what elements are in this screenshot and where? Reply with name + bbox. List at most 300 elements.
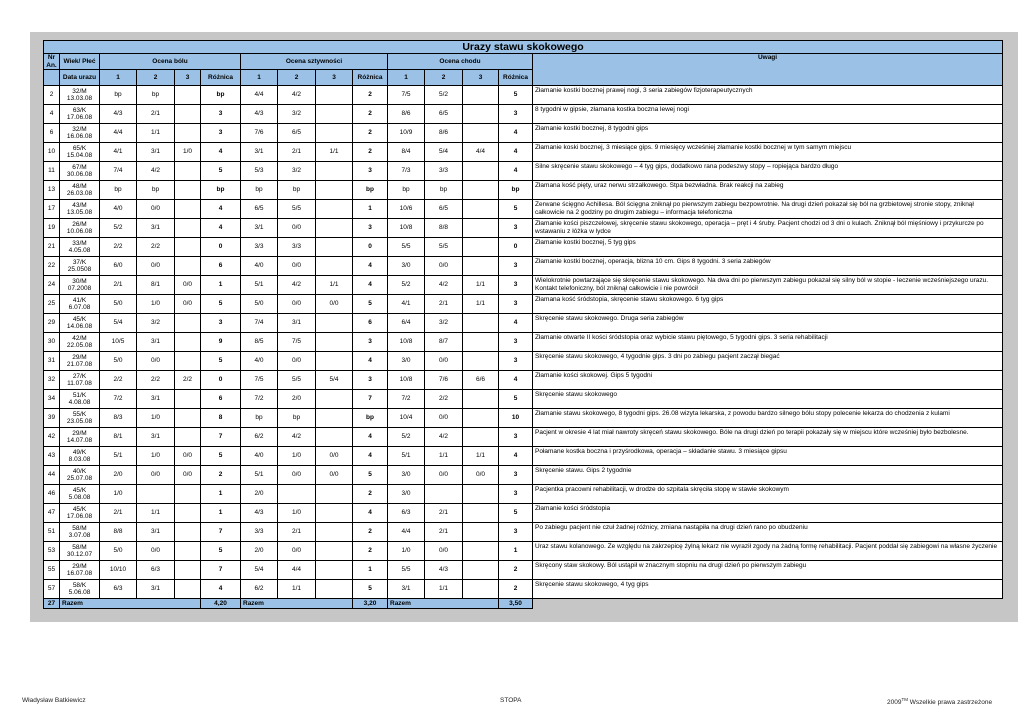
cell-pain-1: bp: [100, 86, 137, 105]
cell-gait-diff: 3: [499, 352, 533, 371]
cell-stiffness-1: 3/1: [241, 143, 278, 162]
cell-gait-3: [463, 219, 499, 238]
cell-gait-2: 2/1: [425, 523, 463, 542]
cell-stiffness-1: 7/4: [241, 314, 278, 333]
table-row: [44, 314, 1003, 333]
cell-row-number: 31: [44, 352, 60, 371]
cell-notes: Złamanie stawu skokowego, 8 tygodni gips. 26.08 wizyta lekarska, z powodu bardzo silnego bólu stopy polecenie lekarza do chodzenia z kulami: [533, 409, 1003, 428]
cell-stiffness-2: bp: [278, 181, 316, 200]
cell-notes: Skręcenie stawu skokowego: [533, 390, 1003, 409]
cell-gait-1: 5/1: [388, 447, 425, 466]
cell-age-sex: [60, 447, 100, 466]
cell-pain-2: 0/0: [137, 352, 175, 371]
header-gait-1: 1: [388, 70, 425, 86]
cell-stiffness-2: 7/5: [278, 333, 316, 352]
cell-gait-1: 10/6: [388, 200, 425, 219]
cell-stiffness-diff: 5: [353, 580, 388, 599]
cell-pain-3: [175, 523, 201, 542]
cell-stiffness-3: [316, 86, 353, 105]
cell-stiffness-2: 4/2: [278, 428, 316, 447]
cell-gait-diff: 5: [499, 200, 533, 219]
cell-pain-1: 8/1: [100, 428, 137, 447]
cell-pain-2: 1/0: [137, 295, 175, 314]
cell-gait-3: [463, 390, 499, 409]
cell-pain-2: 3/1: [137, 143, 175, 162]
cell-stiffness-2: 1/0: [278, 504, 316, 523]
cell-pain-2: 2/2: [137, 371, 175, 390]
cell-gait-3: 6/6: [463, 371, 499, 390]
cell-gait-2: 4/2: [425, 428, 463, 447]
cell-pain-2: 4/2: [137, 162, 175, 181]
cell-pain-3: [175, 428, 201, 447]
header-gait-diff: Różnica: [499, 70, 533, 86]
cell-age-sex-value: 45/K: [72, 505, 87, 513]
cell-notes: Wielokrotnie powtarzające się skręcenie stawu skokowego. Na dwa dni po pierwszym zabiegu pokazał się silny ból w stopie - leczenie wcześniejszego urazu. Kontakt telefoniczny, ból zniknął całkowicie i nie powrócił: [533, 276, 1003, 295]
cell-pain-diff: 6: [201, 257, 241, 276]
cell-gait-diff: 3: [499, 466, 533, 485]
cell-gait-1: 8/4: [388, 143, 425, 162]
cell-stiffness-3: [316, 200, 353, 219]
cell-stiffness-2: bp: [278, 409, 316, 428]
cell-age-sex-value: 42/M: [72, 334, 87, 342]
cell-pain-3: [175, 124, 201, 143]
cell-age-sex: [60, 143, 100, 162]
cell-stiffness-1: 5/0: [241, 295, 278, 314]
cell-stiffness-diff: 0: [353, 238, 388, 257]
cell-stiffness-diff: 3: [353, 333, 388, 352]
cell-age-sex: [60, 200, 100, 219]
header-nr: Nr An.: [44, 54, 60, 70]
cell-gait-3: 1/1: [463, 447, 499, 466]
cell-age-sex: [60, 542, 100, 561]
cell-notes: Złamanie kości piszczelowej, skręcenie stawu skokowego, operacja – pręt i 4 śruby. Pacjent chodzi od 3 dni o kulach. Zniknął ból mięśniowy i przykurcze po wstawaniu z łóżka w lydce: [533, 219, 1003, 238]
cell-notes: Złamanie kostki bocznej, operacja, blizna 10 cm. Gips 8 tygodni. 3 seria zabiegów: [533, 257, 1003, 276]
cell-row-number: 32: [44, 371, 60, 390]
cell-pain-2: 2/2: [137, 238, 175, 257]
cell-stiffness-1: 4/0: [241, 447, 278, 466]
cell-gait-3: [463, 580, 499, 599]
cell-age-sex-value: 58/M: [72, 543, 87, 551]
cell-pain-3: [175, 485, 201, 504]
cell-gait-diff: 5: [499, 86, 533, 105]
cell-stiffness-1: 4/0: [241, 257, 278, 276]
cell-row-number: 24: [44, 276, 60, 295]
cell-gait-diff: 3: [499, 333, 533, 352]
cell-notes: Złamanie otwarte II kości śródstopia oraz wybicie stawu piętowego, 5 tygodni gips. 3 seria rehabilitacji: [533, 333, 1003, 352]
cell-stiffness-2: 2/1: [278, 523, 316, 542]
cell-pain-2: bp: [137, 181, 175, 200]
cell-pain-diff: 6: [201, 390, 241, 409]
total-pain: 4,20: [201, 599, 241, 609]
cell-row-number: 6: [44, 124, 60, 143]
cell-pain-2: 3/1: [137, 580, 175, 599]
table-row: [44, 428, 1003, 447]
cell-stiffness-2: 0/0: [278, 219, 316, 238]
cell-stiffness-3: [316, 428, 353, 447]
cell-stiffness-2: 0/0: [278, 257, 316, 276]
cell-stiffness-3: 1/1: [316, 143, 353, 162]
cell-stiffness-3: [316, 105, 353, 124]
cell-age-sex-value: 58/K: [72, 581, 87, 589]
cell-injury-date: 15.04.08: [66, 152, 93, 159]
cell-age-sex-value: 32/M: [72, 125, 87, 133]
cell-injury-date: 13.05.08: [66, 209, 93, 216]
cell-age-sex-value: 45/K: [72, 315, 87, 323]
cell-gait-2: 3/2: [425, 314, 463, 333]
total-label-stiffness: Razem: [241, 599, 353, 609]
cell-injury-date: 8.03.08: [68, 456, 91, 463]
total-label-pain: Razem: [60, 599, 201, 609]
cell-stiffness-1: 6/2: [241, 580, 278, 599]
cell-age-sex: [60, 352, 100, 371]
cell-injury-date: 10.06.08: [66, 228, 93, 235]
cell-gait-1: 8/6: [388, 105, 425, 124]
cell-pain-1: 5/1: [100, 447, 137, 466]
cell-stiffness-1: 2/0: [241, 485, 278, 504]
cell-pain-diff: 8: [201, 409, 241, 428]
cell-pain-1: 5/2: [100, 219, 137, 238]
cell-stiffness-2: 0/0: [278, 295, 316, 314]
table-row: [44, 238, 1003, 257]
cell-pain-3: [175, 561, 201, 580]
cell-injury-date: 14.07.08: [66, 437, 93, 444]
cell-pain-1: 6/0: [100, 257, 137, 276]
cell-gait-2: 5/4: [425, 143, 463, 162]
cell-pain-3: [175, 105, 201, 124]
cell-pain-diff: 2: [201, 466, 241, 485]
cell-age-sex: [60, 466, 100, 485]
cell-pain-1: 2/2: [100, 371, 137, 390]
cell-age-sex: [60, 390, 100, 409]
cell-stiffness-diff: 1: [353, 200, 388, 219]
cell-gait-1: bp: [388, 181, 425, 200]
cell-row-number: 42: [44, 428, 60, 447]
cell-pain-1: 2/1: [100, 504, 137, 523]
cell-pain-diff: 5: [201, 542, 241, 561]
cell-gait-3: [463, 86, 499, 105]
cell-pain-3: 0/0: [175, 295, 201, 314]
cell-stiffness-3: [316, 485, 353, 504]
cell-gait-diff: 0: [499, 238, 533, 257]
cell-gait-1: 3/0: [388, 485, 425, 504]
cell-row-number: 51: [44, 523, 60, 542]
cell-stiffness-3: [316, 580, 353, 599]
cell-stiffness-diff: bp: [353, 181, 388, 200]
cell-stiffness-1: 4/0: [241, 352, 278, 371]
cell-pain-diff: 1: [201, 276, 241, 295]
cell-stiffness-3: [316, 390, 353, 409]
cell-stiffness-2: 1/0: [278, 447, 316, 466]
cell-stiffness-1: 5/4: [241, 561, 278, 580]
table-row: [44, 447, 1003, 466]
cell-age-sex-value: 67/M: [72, 163, 87, 171]
cell-gait-1: 10/4: [388, 409, 425, 428]
table-row: [44, 200, 1003, 219]
cell-gait-2: 0/0: [425, 409, 463, 428]
header-pain-1: 1: [100, 70, 137, 86]
total-count: 27: [44, 599, 60, 609]
cell-pain-1: 8/8: [100, 523, 137, 542]
cell-stiffness-diff: 2: [353, 124, 388, 143]
cell-row-number: 22: [44, 257, 60, 276]
cell-pain-1: 5/4: [100, 314, 137, 333]
cell-gait-diff: 4: [499, 162, 533, 181]
cell-stiffness-diff: bp: [353, 409, 388, 428]
cell-notes: Pacjent w okresie 4 lat miał nawroty skręceń stawu skokowego. Bóle na drugi dzień po terapii pokazały się w miejscu które wcześniej było bezbolesne.: [533, 428, 1003, 447]
cell-stiffness-2: 3/2: [278, 105, 316, 124]
cell-pain-1: 10/5: [100, 333, 137, 352]
cell-notes: Połamane kostka boczna i przyśrodkowa, operacja – składanie stawu. 3 miesiące gipsu: [533, 447, 1003, 466]
footer-copyright: [887, 697, 992, 706]
cell-notes: Złamanie kostki bocznej prawej nogi, 3 seria zabiegów fizjoterapeutycznych: [533, 86, 1003, 105]
cell-pain-1: bp: [100, 181, 137, 200]
cell-stiffness-diff: 5: [353, 295, 388, 314]
table-row: [44, 485, 1003, 504]
cell-row-number: 57: [44, 580, 60, 599]
cell-gait-3: [463, 105, 499, 124]
cell-age-sex-value: 63/K: [72, 106, 87, 114]
header-gait: Ocena chodu: [388, 54, 533, 70]
total-label-gait: Razem: [388, 599, 499, 609]
cell-pain-2: 1/0: [137, 409, 175, 428]
cell-age-sex: [60, 238, 100, 257]
cell-gait-2: 1/1: [425, 580, 463, 599]
cell-gait-2: 0/0: [425, 466, 463, 485]
cell-stiffness-3: [316, 409, 353, 428]
cell-gait-2: 0/0: [425, 542, 463, 561]
cell-notes: Skręcenie stawu skokowego, 4 tygodnie gips. 3 dni po zabiegu pacjent zaczął biegać: [533, 352, 1003, 371]
table-title: Urazy stawu skokowego: [44, 41, 1003, 54]
cell-stiffness-3: [316, 219, 353, 238]
cell-age-sex: [60, 276, 100, 295]
total-blank: [533, 599, 1003, 609]
table-row: [44, 162, 1003, 181]
cell-stiffness-1: 6/5: [241, 200, 278, 219]
cell-gait-1: 3/1: [388, 580, 425, 599]
cell-row-number: 53: [44, 542, 60, 561]
cell-stiffness-diff: 4: [353, 447, 388, 466]
cell-pain-1: 4/1: [100, 143, 137, 162]
cell-stiffness-3: [316, 523, 353, 542]
header-gait-2: 2: [425, 70, 463, 86]
cell-age-sex-value: 26/M: [72, 220, 87, 228]
cell-pain-2: 0/0: [137, 542, 175, 561]
cell-notes: Złamanie kostki bocznej, 5 tyg gips: [533, 238, 1003, 257]
cell-pain-3: 0/0: [175, 466, 201, 485]
cell-gait-1: 5/2: [388, 276, 425, 295]
table-row: [44, 143, 1003, 162]
cell-pain-diff: 4: [201, 580, 241, 599]
cell-stiffness-diff: 5: [353, 466, 388, 485]
cell-row-number: 29: [44, 314, 60, 333]
cell-injury-date: 4.08.08: [68, 399, 91, 406]
cell-age-sex-value: 58/M: [72, 524, 87, 532]
cell-gait-diff: 3: [499, 523, 533, 542]
header-stiff-2: 2: [278, 70, 316, 86]
cell-stiffness-diff: 4: [353, 504, 388, 523]
cell-injury-date: 5.06.08: [68, 589, 91, 596]
cell-pain-3: [175, 314, 201, 333]
header-pain: Ocena bólu: [100, 54, 241, 70]
table-row: [44, 371, 1003, 390]
cell-pain-3: 2/2: [175, 371, 201, 390]
cell-gait-1: 4/1: [388, 295, 425, 314]
cell-gait-diff: 4: [499, 447, 533, 466]
cell-stiffness-2: 4/2: [278, 276, 316, 295]
cell-gait-2: 0/0: [425, 257, 463, 276]
cell-gait-diff: 3: [499, 276, 533, 295]
cell-row-number: 2: [44, 86, 60, 105]
cell-injury-date: 30.12.07: [66, 551, 93, 558]
cell-injury-date: 30.06.08: [66, 171, 93, 178]
cell-gait-3: [463, 542, 499, 561]
cell-notes: Złamanie kości skokowej. Gips 5 tygodni: [533, 371, 1003, 390]
cell-stiffness-diff: 6: [353, 314, 388, 333]
cell-stiffness-1: 5/1: [241, 276, 278, 295]
cell-gait-2: 8/6: [425, 124, 463, 143]
cell-injury-date: 14.06.08: [66, 323, 93, 330]
cell-gait-2: 3/3: [425, 162, 463, 181]
cell-gait-3: [463, 200, 499, 219]
cell-gait-diff: 5: [499, 390, 533, 409]
table-row: [44, 580, 1003, 599]
cell-gait-3: [463, 428, 499, 447]
cell-gait-3: [463, 124, 499, 143]
cell-pain-2: 0/0: [137, 200, 175, 219]
cell-stiffness-diff: 4: [353, 276, 388, 295]
cell-pain-1: 10/10: [100, 561, 137, 580]
cell-stiffness-diff: 4: [353, 352, 388, 371]
cell-row-number: 30: [44, 333, 60, 352]
cell-stiffness-3: [316, 181, 353, 200]
cell-gait-diff: 3: [499, 257, 533, 276]
cell-pain-2: 3/1: [137, 333, 175, 352]
cell-injury-date: 6.07.08: [68, 304, 91, 311]
cell-stiffness-2: 2/1: [278, 143, 316, 162]
cell-stiffness-3: [316, 124, 353, 143]
header-blank: [44, 70, 60, 86]
header-gait-3: 3: [463, 70, 499, 86]
table-row: [44, 295, 1003, 314]
cell-pain-diff: 0: [201, 371, 241, 390]
cell-stiffness-1: 7/6: [241, 124, 278, 143]
cell-gait-2: 2/2: [425, 390, 463, 409]
cell-gait-1: 3/0: [388, 257, 425, 276]
cell-injury-date: 3.07.08: [68, 532, 91, 539]
cell-pain-1: 4/0: [100, 200, 137, 219]
cell-gait-2: 5/5: [425, 238, 463, 257]
cell-notes: Skręcenie stawu skokowego. Druga seria zabiegów: [533, 314, 1003, 333]
cell-stiffness-3: [316, 333, 353, 352]
cell-pain-3: [175, 504, 201, 523]
cell-pain-3: [175, 181, 201, 200]
table-row: [44, 352, 1003, 371]
cell-gait-2: 6/5: [425, 105, 463, 124]
cell-pain-diff: 5: [201, 162, 241, 181]
cell-age-sex-value: 32/M: [72, 87, 87, 95]
cell-row-number: 39: [44, 409, 60, 428]
cell-pain-2: 8/1: [137, 276, 175, 295]
cell-notes: Skręcenie stawu skokowego, 4 tyg gips: [533, 580, 1003, 599]
cell-age-sex: [60, 181, 100, 200]
cell-gait-1: 4/4: [388, 523, 425, 542]
cell-age-sex: [60, 295, 100, 314]
cell-gait-3: 0/0: [463, 466, 499, 485]
cell-pain-1: 5/0: [100, 542, 137, 561]
cell-pain-1: 8/3: [100, 409, 137, 428]
cell-pain-1: 4/4: [100, 124, 137, 143]
cell-gait-3: [463, 181, 499, 200]
cell-pain-1: 6/3: [100, 580, 137, 599]
cell-pain-2: 3/2: [137, 314, 175, 333]
cell-age-sex: [60, 428, 100, 447]
cell-pain-3: [175, 542, 201, 561]
cell-stiffness-diff: 2: [353, 86, 388, 105]
cell-stiffness-3: 0/0: [316, 447, 353, 466]
cell-pain-1: 2/2: [100, 238, 137, 257]
cell-notes: 8 tygodni w gipsie, złamana kostka boczna lewej nogi: [533, 105, 1003, 124]
cell-gait-2: bp: [425, 181, 463, 200]
cell-pain-1: 5/0: [100, 352, 137, 371]
cell-gait-3: [463, 561, 499, 580]
cell-age-sex: [60, 523, 100, 542]
cell-stiffness-2: 4/2: [278, 86, 316, 105]
cell-gait-diff: 3: [499, 295, 533, 314]
cell-stiffness-1: 5/3: [241, 162, 278, 181]
table-row: [44, 276, 1003, 295]
cell-stiffness-1: 8/5: [241, 333, 278, 352]
header-injury-date: Data urazu: [60, 70, 100, 86]
cell-row-number: 10: [44, 143, 60, 162]
cell-stiffness-1: 7/2: [241, 390, 278, 409]
cell-pain-diff: 3: [201, 105, 241, 124]
cell-gait-diff: 10: [499, 409, 533, 428]
cell-notes: Skręcenie stawu. Gips 2 tygodnie: [533, 466, 1003, 485]
cell-age-sex: [60, 409, 100, 428]
cell-stiffness-3: [316, 542, 353, 561]
cell-stiffness-2: 3/3: [278, 238, 316, 257]
cell-stiffness-3: 5/4: [316, 371, 353, 390]
cell-age-sex-value: 65/K: [72, 144, 87, 152]
cell-stiffness-diff: 3: [353, 219, 388, 238]
cell-age-sex-value: 41/K: [72, 296, 87, 304]
cell-stiffness-2: 0/0: [278, 352, 316, 371]
cell-row-number: 43: [44, 447, 60, 466]
footer-year: 2009: [887, 699, 902, 707]
cell-injury-date: 25.0508: [67, 266, 92, 273]
cell-gait-diff: 4: [499, 124, 533, 143]
cell-stiffness-3: [316, 257, 353, 276]
cell-stiffness-1: 7/5: [241, 371, 278, 390]
cell-age-sex-value: 48/M: [72, 182, 87, 190]
cell-gait-3: [463, 485, 499, 504]
cell-gait-1: 10/8: [388, 371, 425, 390]
cell-age-sex-value: 40/K: [72, 467, 87, 475]
cell-pain-2: 3/1: [137, 428, 175, 447]
table-row: [44, 333, 1003, 352]
cell-gait-3: [463, 333, 499, 352]
cell-stiffness-diff: 3: [353, 162, 388, 181]
cell-stiffness-2: 6/5: [278, 124, 316, 143]
table-row: [44, 390, 1003, 409]
cell-pain-2: bp: [137, 86, 175, 105]
cell-pain-1: 5/0: [100, 295, 137, 314]
cell-age-sex-value: 29/M: [72, 353, 87, 361]
cell-gait-2: 2/1: [425, 504, 463, 523]
cell-age-sex: [60, 105, 100, 124]
cell-gait-1: 5/2: [388, 428, 425, 447]
cell-age-sex: [60, 257, 100, 276]
